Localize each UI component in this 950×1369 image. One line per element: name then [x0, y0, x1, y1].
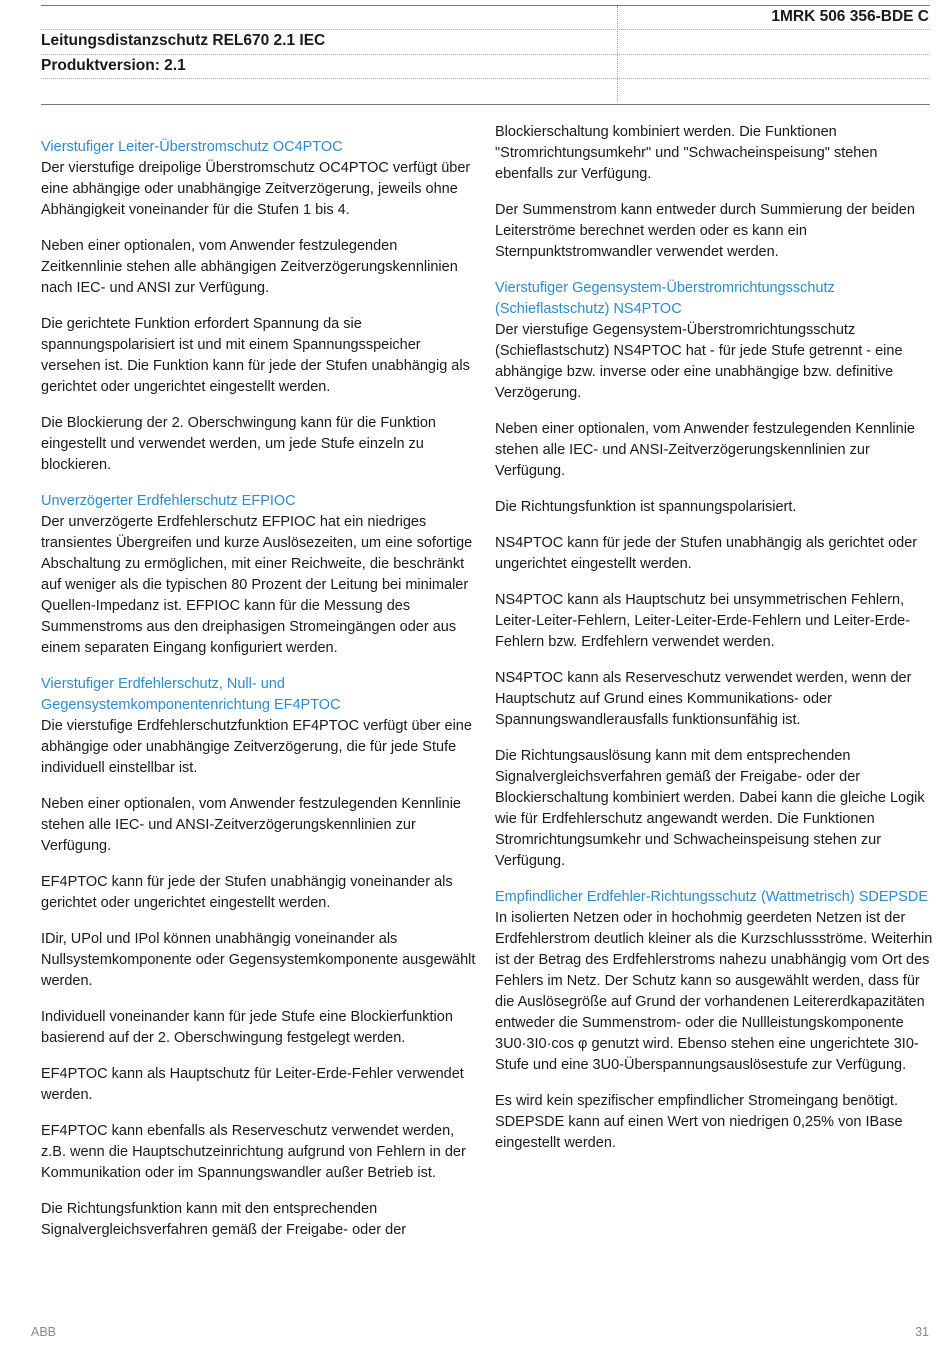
section-ns4ptoc	[495, 278, 935, 872]
header-bottom-rule	[41, 104, 930, 105]
paragraph: NS4PTOC kann als Hauptschutz bei unsymmetrischen Fehlern, Leiter-Leiter-Fehlern, Leiter-Leiter-Erde-Fehlern und Leiter-Erde-Fehlern bzw. Erdfehlern verwendet werden.	[495, 592, 911, 650]
paragraph: Der unverzögerte Erdfehlerschutz EFPIOC hat ein niedriges transientes Übergreifen und kurze Auslösezeiten, um eine sofortige Abschaltung zu ermöglichen, mit einer Reichweite, die beschränkt auf weniger als die typischen 80 Prozent der Leitung bei minimaler Quellen-Impedanz ist. EFPIOC kann für die Messung des Summenstroms aus den dreiphasigen Stromeingängen oder aus einem separaten Eingang konfiguriert werden.	[41, 514, 473, 656]
paragraph: Die Richtungsfunktion kann mit den entsprechenden Signalvergleichsverfahren gemäß der Freigabe- oder der	[41, 1201, 407, 1238]
section-oc4ptoc	[41, 137, 481, 476]
paragraph: Neben einer optionalen, vom Anwender festzulegenden Kennlinie stehen alle IEC- und ANSI-Zeitverzögerungskennlinien zur Verfügung.	[495, 421, 915, 479]
paragraph: Die Richtungsfunktion ist spannungspolarisiert.	[495, 499, 797, 515]
section-sdepsde	[495, 887, 935, 1154]
page-number: 31	[915, 1325, 929, 1339]
section-heading: Vierstufiger Gegensystem-Überstromrichtungsschutz (Schieflastschutz) NS4PTOC	[495, 280, 835, 317]
section-continuation	[495, 122, 935, 263]
paragraph: EF4PTOC kann als Hauptschutz für Leiter-Erde-Fehler verwendet werden.	[41, 1066, 464, 1103]
paragraph: Der vierstufige dreipolige Überstromschutz OC4PTOC verfügt über eine abhängige oder unabhängige Zeitverzögerung, jeweils ohne Abhängigkeit voneinander für die Stufen 1 bis 4.	[41, 160, 471, 218]
section-heading: Empfindlicher Erdfehler-Richtungsschutz (Wattmetrisch) SDEPSDE	[495, 889, 928, 905]
paragraph: Neben einer optionalen, vom Anwender festzulegenden Kennlinie stehen alle IEC- und ANSI-Zeitverzögerungskennlinien zur Verfügung.	[41, 796, 461, 854]
paragraph: Der vierstufige Gegensystem-Überstromrichtungsschutz (Schieflastschutz) NS4PTOC hat - für jede Stufe getrennt - eine abhängige bzw. inverse oder eine unabhängige bzw. definitive Verzögerung.	[495, 322, 903, 401]
footer-company: ABB	[31, 1325, 57, 1339]
paragraph: NS4PTOC kann als Reserveschutz verwendet werden, wenn der Hauptschutz auf Grund eines Kommunikations- oder Spannungswandlerausfalls funktionsunfähig ist.	[495, 670, 912, 728]
paragraph: Der Summenstrom kann entweder durch Summierung der beiden Leiterströme berechnet werden oder es kann ein Sternpunktstromwandler verwendet werden.	[495, 202, 915, 260]
paragraph: Neben einer optionalen, vom Anwender festzulegenden Zeitkennlinie stehen alle abhängigen Zeitverzögerungskennlinien nach IEC- und ANSI zur Verfügung.	[41, 238, 458, 296]
paragraph: Die Richtungsauslösung kann mit dem entsprechenden Signalvergleichsverfahren gemäß der Freigabe- oder der Blockierschaltung kombiniert werden. Dabei kann die gleiche Logik wie für Erdfehlerschutz angewandt werden. Die Funktionen Stromrichtungsumkehr und Schwacheinspeisung stehen zur Verfügung.	[495, 748, 925, 869]
paragraph: In isolierten Netzen oder in hochohmig geerdeten Netzen ist der Erdfehlerstrom deutlich kleiner als die Kurzschlussströme. Weiterhin ist der Betrag des Erdfehlerstroms nahezu unabhängig vom Ort des Fehlers im Netz. Der Schutz kann so ausgewählt werden, dass für die Auslösegröße auf Grund der vorhandenen Leitererdkapazitäten entweder die Summenstrom- oder die Nullleistungskomponente 3U0·3I0·cos φ genutzt wird. Ebenso stehen eine ungerichtete 3I0-Stufe und eine 3U0-Überspannungsauslösestufe zur Verfügung.	[495, 910, 933, 1073]
paragraph: Es wird kein spezifischer empfindlicher Stromeingang benötigt. SDEPSDE kann auf einen Wert von niedrigen 0,25% von IBase eingestellt werden.	[495, 1093, 903, 1151]
header-row-divider	[41, 29, 930, 30]
section-heading: Unverzögerter Erdfehlerschutz EFPIOC	[41, 493, 296, 509]
header-row-divider	[41, 54, 930, 55]
paragraph: IDir, UPol und IPol können unabhängig voneinander als Nullsystemkomponente oder Gegensystemkomponente ausgewählt werden.	[41, 931, 476, 989]
document-title: Leitungsdistanzschutz REL670 2.1 IEC	[41, 32, 326, 49]
header-row-divider	[41, 78, 930, 79]
paragraph: Die gerichtete Funktion erfordert Spannung da sie spannungspolarisiert ist und mit einem Spannungsspeicher versehen ist. Die Funktion kann für jede der Stufen unabhängig als gerichtet oder ungerichtet eingestellt werden.	[41, 316, 470, 395]
right-column	[495, 122, 935, 1169]
paragraph: Individuell voneinander kann für jede Stufe eine Blockierfunktion basierend auf der 2. Oberschwingung festgelegt werden.	[41, 1009, 453, 1046]
paragraph: Die vierstufige Erdfehlerschutzfunktion EF4PTOC verfügt über eine abhängige oder unabhängige Zeitverzögerung, die für jede Stufe individuell einstellbar ist.	[41, 718, 472, 776]
section-efpioc	[41, 491, 481, 659]
section-heading: Vierstufiger Leiter-Überstromschutz OC4PTOC	[41, 139, 343, 155]
paragraph: EF4PTOC kann ebenfalls als Reserveschutz verwendet werden, z.B. wenn die Hauptschutzeinrichtung aufgrund von Fehlern in der Kommunikation oder im Spannungswandler außer Betrieb ist.	[41, 1123, 466, 1181]
section-heading: Vierstufiger Erdfehlerschutz, Null- und Gegensystemkomponentenrichtung EF4PTOC	[41, 676, 341, 713]
section-ef4ptoc	[41, 674, 481, 1241]
product-version: Produktversion: 2.1	[41, 57, 186, 74]
paragraph: EF4PTOC kann für jede der Stufen unabhängig voneinander als gerichtet oder ungerichtet eingestellt werden.	[41, 874, 453, 911]
paragraph: Die Blockierung der 2. Oberschwingung kann für die Funktion eingestellt und verwendet werden, um jede Stufe einzeln zu blockieren.	[41, 415, 436, 473]
paragraph: Blockierschaltung kombiniert werden. Die Funktionen "Stromrichtungsumkehr" und "Schwacheinspeisung" stehen ebenfalls zur Verfügung.	[495, 124, 878, 182]
paragraph: NS4PTOC kann für jede der Stufen unabhängig als gerichtet oder ungerichtet eingestellt werden.	[495, 535, 918, 572]
header-top-rule	[41, 5, 930, 6]
document-number: 1MRK 506 356-BDE C	[771, 8, 929, 25]
left-column	[41, 137, 481, 1256]
